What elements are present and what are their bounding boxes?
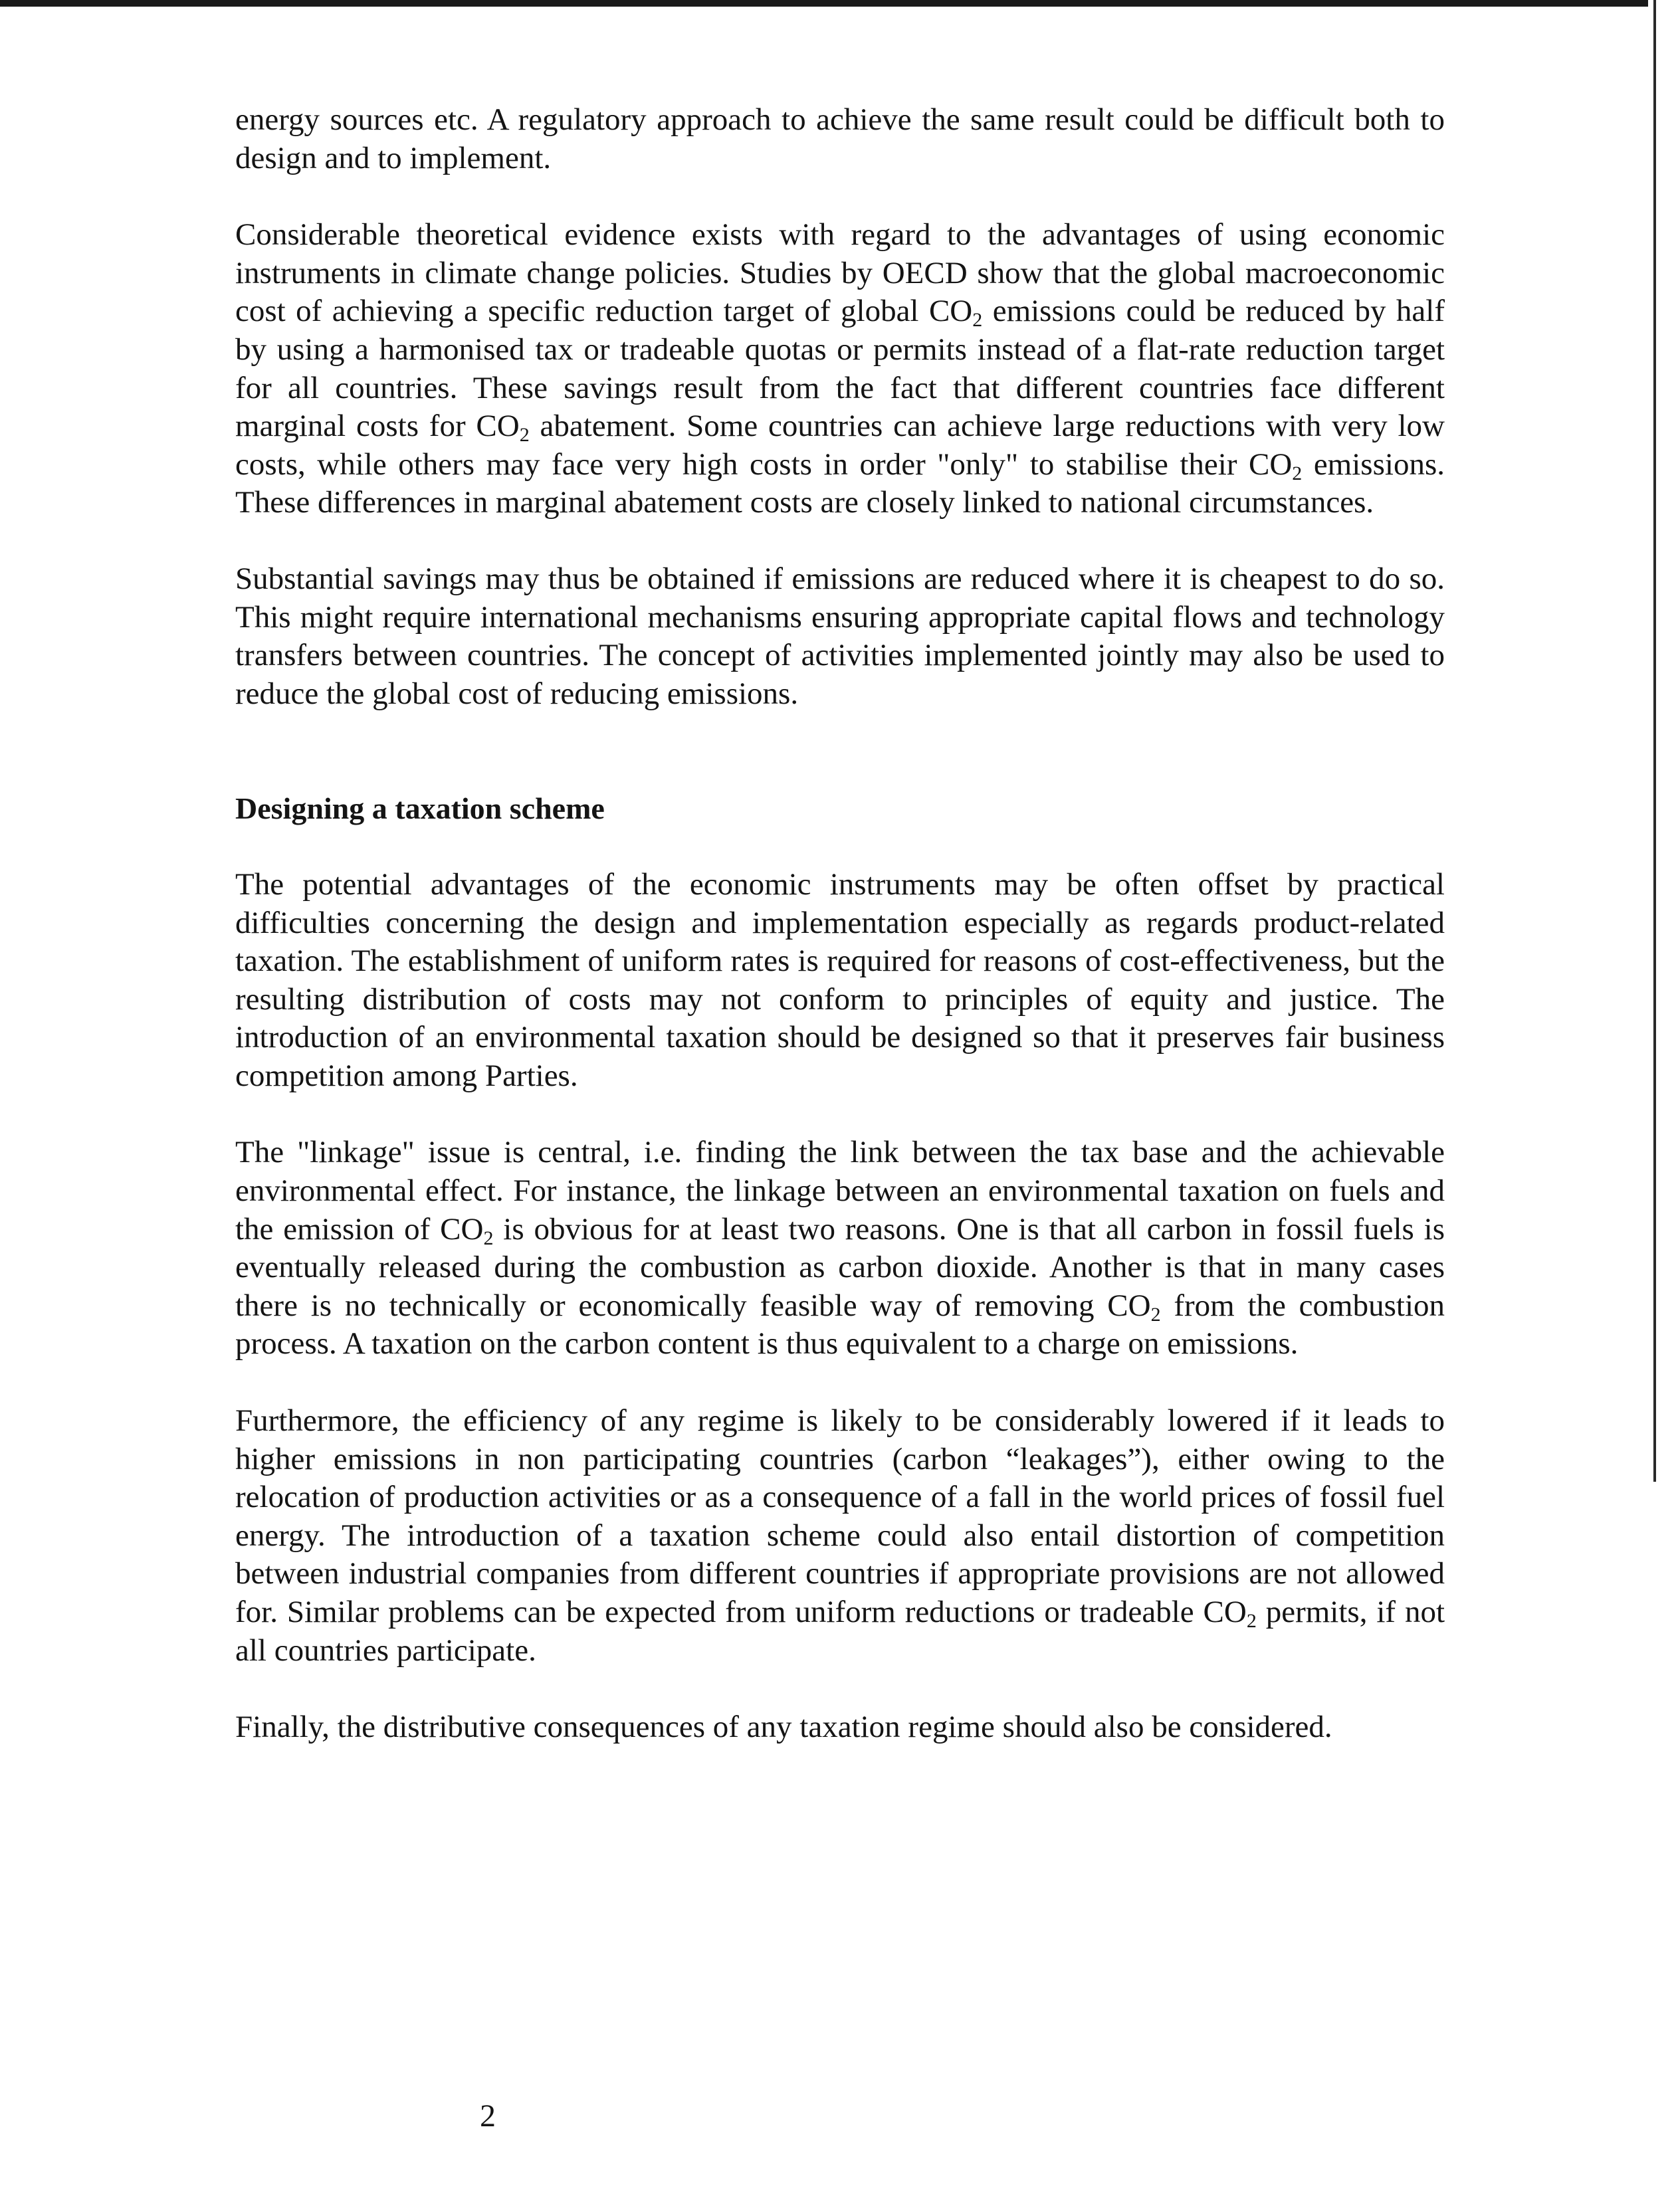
paragraph-theoretical-evidence: Considerable theoretical evidence exists with regard to the advantages of using economic instruments in climate change policies. Studies by OECD show that the global macroeconomic cost of achieving a specific reduction target of global $CO_2$ emissions could be reduced by half by using a harmonised tax or tradeable quotas or permits instead of a flat-rate reduction target for all countries. These savings result from the fact that different countries face different marginal costs for $CO_2$ abatement. Some countries can achieve large reductions with very low costs, while others may face very high costs in order "only" to stabilise their $CO_2$ emissions. These differences in marginal abatement costs are closely linked to national circumstances. — [235, 217, 1445, 520]
paragraph-linkage-issue: The "linkage" issue is central, i.e. finding the link between the tax base and the achievable environmental effect. For instance, the linkage between an environmental taxation on fuels and the emission of $CO_2$ is obvious for at least two reasons. One is that all carbon in fossil fuels is eventually released during the combustion as carbon dioxide. Another is that in many cases there is no technically or economically feasible way of removing $CO_2$ from the combustion process. A taxation on the carbon content is thus equivalent to a charge on emissions. — [235, 1135, 1445, 1361]
paragraph-energy-sources: energy sources etc. A regulatory approach to achieve the same result could be difficult both to design and to implement. — [235, 102, 1445, 175]
paragraph-substantial-savings: Substantial savings may thus be obtained if emissions are reduced where it is cheapest to do so. This might require international mechanisms ensuring appropriate capital flows and technology transfers between countries. The concept of activities implemented jointly may also be used to reduce the global cost of reducing emissions. — [235, 561, 1445, 711]
top-border-rule — [0, 0, 1648, 7]
paragraph-distributive-consequences: Finally, the distributive consequences of any taxation regime should also be considered. — [235, 1710, 1332, 1745]
section-heading: Designing a taxation scheme — [235, 791, 605, 826]
page-body — [235, 101, 1445, 1747]
right-border-rule — [1653, 0, 1656, 1482]
paragraph-potential-advantages: The potential advantages of the economic instruments may be often offset by practical difficulties concerning the design and implementation especially as regards product-related taxation. The establishment of uniform rates is required for reasons of cost-effectiveness, but the resulting distribution of costs may not conform to principles of equity and justice. The introduction of an environmental taxation should be designed so that it preserves fair business competition among Parties. — [235, 866, 1445, 1093]
page-number: 2 — [480, 2098, 496, 2134]
paragraph-efficiency-regime: Furthermore, the efficiency of any regime is likely to be considerably lowered if it leads to higher emissions in non participating countries (carbon “leakages”), either owing to the relocation of production activities or as a consequence of a fall in the world prices of fossil fuel energy. The introduction of a taxation scheme could also entail distortion of competition between industrial companies from different countries if appropriate provisions are not allowed for. Similar problems can be expected from uniform reductions or tradeable $CO_2$ permits, if not all countries participate. — [235, 1403, 1445, 1668]
